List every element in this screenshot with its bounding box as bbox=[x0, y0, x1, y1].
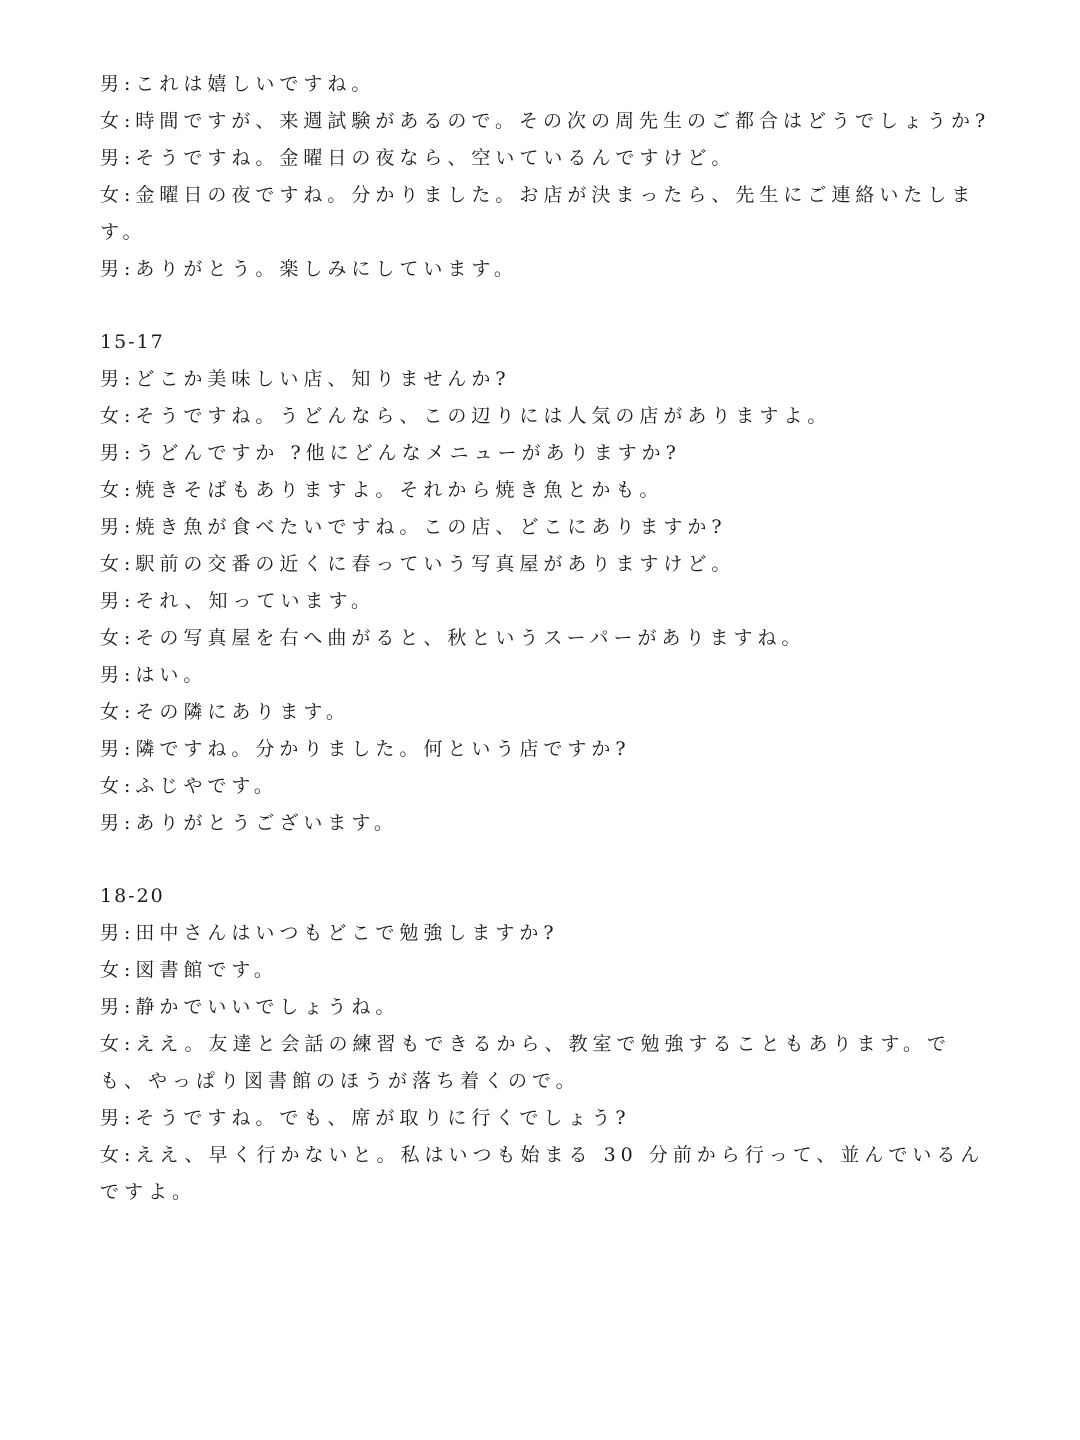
section-spacer bbox=[100, 288, 990, 324]
section-spacer bbox=[100, 842, 990, 878]
dialogue-section-intro bbox=[100, 66, 990, 288]
dialogue-section-15-17 bbox=[100, 324, 990, 842]
dialogue-line: 男:どこか美味しい店、知りませんか? bbox=[100, 368, 511, 390]
section-heading: 15-17 bbox=[100, 331, 165, 353]
dialogue-line: 女:図書館です。 bbox=[100, 959, 278, 981]
dialogue-line: 女:ふじやです。 bbox=[100, 775, 278, 797]
dialogue-line: 女:そうですね。うどんなら、この辺りには人気の店がありますよ。 bbox=[100, 405, 832, 427]
dialogue-line: 男:それ、知っています。 bbox=[100, 590, 376, 612]
dialogue-section-18-20 bbox=[100, 878, 990, 1211]
dialogue-line: 女:その隣にあります。 bbox=[100, 701, 350, 723]
dialogue-line: 男:ありがとう。楽しみにしています。 bbox=[100, 258, 518, 280]
dialogue-line: 女:時間ですが、来週試験があるので。その次の周先生のご都合はどうでしょうか? bbox=[100, 110, 991, 132]
dialogue-line: 女:焼きそばもありますよ。それから焼き魚とかも。 bbox=[100, 479, 664, 501]
dialogue-line: 男:静かでいいでしょうね。 bbox=[100, 996, 400, 1018]
dialogue-line: 男:はい。 bbox=[100, 664, 208, 686]
dialogue-line: 女:ええ、早く行かないと。私はいつも始まる 30 分前から行って、並んでいるんですよ。 bbox=[100, 1144, 985, 1203]
dialogue-line: 男:焼き魚が食べたいですね。この店、どこにありますか? bbox=[100, 516, 727, 538]
document-page bbox=[100, 66, 990, 1211]
dialogue-line: 男:そうですね。でも、席が取りに行くでしょう? bbox=[100, 1107, 631, 1129]
dialogue-line: 男:これは嬉しいですね。 bbox=[100, 73, 376, 95]
dialogue-line: 女:その写真屋を右へ曲がると、秋というスーパーがありますね。 bbox=[100, 627, 806, 649]
dialogue-line: 男:田中さんはいつもどこで勉強しますか? bbox=[100, 922, 559, 944]
dialogue-line: 女:駅前の交番の近くに春っていう写真屋がありますけど。 bbox=[100, 553, 736, 575]
dialogue-line: 女:金曜日の夜ですね。分かりました。お店が決まったら、先生にご連絡いたします。 bbox=[100, 184, 976, 243]
dialogue-line: 女:ええ。友達と会話の練習もできるから、教室で勉強することもあります。でも、やっぱり図書館のほうが落ち着くので。 bbox=[100, 1033, 952, 1092]
section-heading: 18-20 bbox=[100, 885, 165, 907]
dialogue-line: 男:隣ですね。分かりました。何という店ですか? bbox=[100, 738, 631, 760]
dialogue-line: 男:そうですね。金曜日の夜なら、空いているんですけど。 bbox=[100, 147, 736, 169]
dialogue-line: 男:うどんですか ?他にどんなメニューがありますか? bbox=[100, 442, 681, 464]
dialogue-line: 男:ありがとうございます。 bbox=[100, 812, 398, 834]
